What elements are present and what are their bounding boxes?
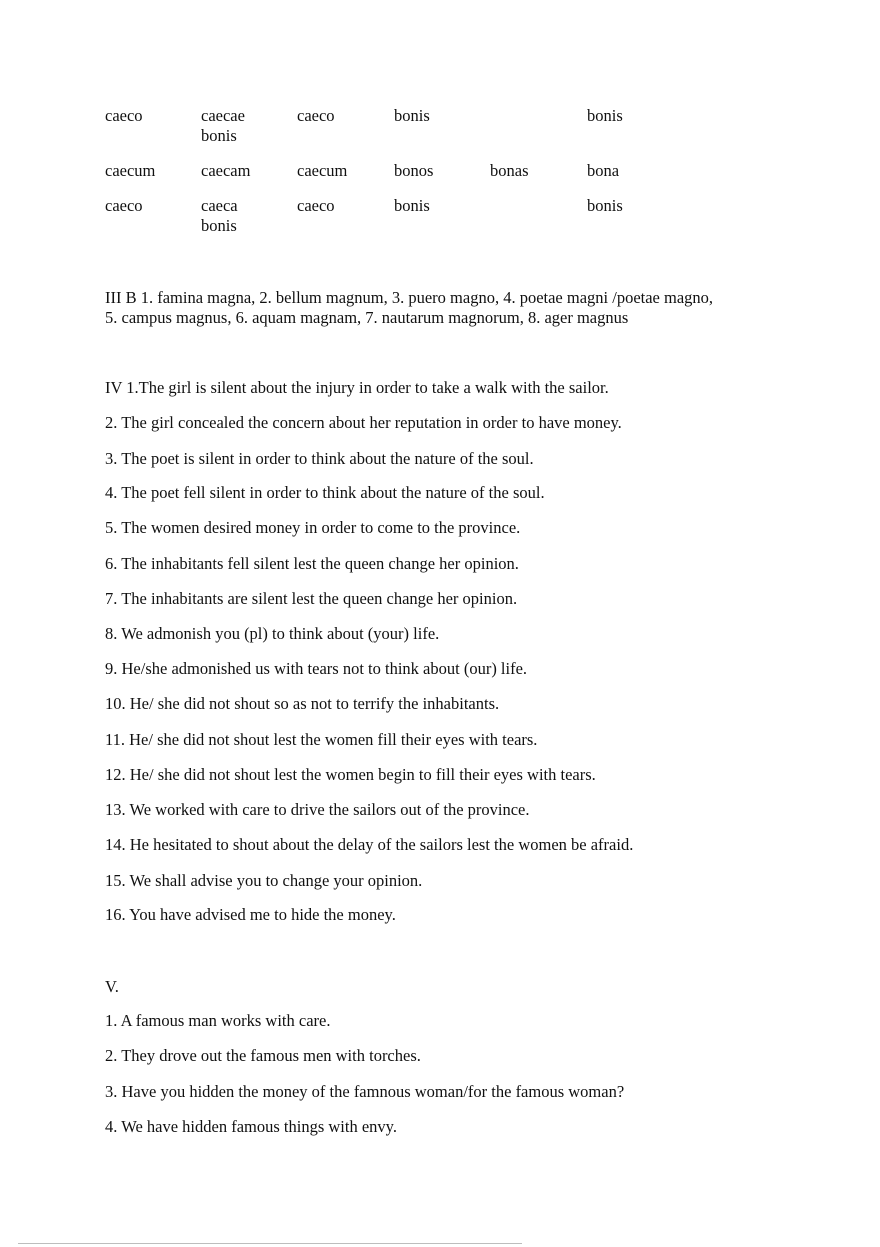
list-item: 11. He/ she did not shout lest the women fill their eyes with tears. [105, 730, 538, 749]
table-cell: caecae [201, 106, 245, 125]
list-item: 7. The inhabitants are silent lest the queen change her opinion. [105, 589, 518, 608]
section-5-heading: V. [105, 977, 119, 996]
table-cell: bonis [587, 106, 623, 125]
list-item: 10. He/ she did not shout so as not to terrify the inhabitants. [105, 694, 500, 713]
list-item: 2. The girl concealed the concern about her reputation in order to have money. [105, 413, 622, 432]
list-item: 1. A famous man works with care. [105, 1011, 331, 1030]
table-cell: caeco [105, 106, 143, 125]
list-item: 3. The poet is silent in order to think about the nature of the soul. [105, 449, 534, 468]
table-cell: caecum [105, 161, 156, 180]
section-3b-line: 5. campus magnus, 6. aquam magnam, 7. nautarum magnorum, 8. ager magnus [105, 308, 629, 327]
list-item: 16. You have advised me to hide the money. [105, 905, 396, 924]
list-item: 6. The inhabitants fell silent lest the queen change her opinion. [105, 554, 519, 573]
table-cell: bona [587, 161, 620, 180]
list-item: 3. Have you hidden the money of the famnous woman/for the famous woman? [105, 1082, 625, 1101]
table-cell: caeco [297, 196, 335, 215]
table-cell: caecum [297, 161, 348, 180]
list-item: 4. We have hidden famous things with envy. [105, 1117, 397, 1136]
list-item: 14. He hesitated to shout about the delay of the sailors lest the women be afraid. [105, 835, 634, 854]
table-cell: caeco [105, 196, 143, 215]
table-cell: bonis [587, 196, 623, 215]
table-cell: bonis [394, 106, 430, 125]
table-cell: bonis [394, 196, 430, 215]
list-item: IV 1.The girl is silent about the injury in order to take a walk with the sailor. [105, 378, 609, 397]
table-cell-wrap: bonis [201, 126, 237, 145]
list-item: 15. We shall advise you to change your opinion. [105, 871, 423, 890]
table-cell: caeca [201, 196, 238, 215]
list-item: 5. The women desired money in order to come to the province. [105, 518, 521, 537]
table-cell-wrap: bonis [201, 216, 237, 235]
list-item: 13. We worked with care to drive the sailors out of the province. [105, 800, 530, 819]
table-cell: caeco [297, 106, 335, 125]
list-item: 12. He/ she did not shout lest the women begin to fill their eyes with tears. [105, 765, 596, 784]
table-cell: bonas [490, 161, 529, 180]
list-item: 8. We admonish you (pl) to think about (your) life. [105, 624, 440, 643]
footer-divider [18, 1243, 522, 1244]
list-item: 4. The poet fell silent in order to think about the nature of the soul. [105, 483, 545, 502]
table-cell: bonos [394, 161, 434, 180]
list-item: 2. They drove out the famous men with torches. [105, 1046, 421, 1065]
table-cell: caecam [201, 161, 251, 180]
section-3b-line: III B 1. famina magna, 2. bellum magnum, 3. puero magno, 4. poetae magni /poetae magno, [105, 288, 714, 307]
list-item: 9. He/she admonished us with tears not to think about (our) life. [105, 659, 528, 678]
